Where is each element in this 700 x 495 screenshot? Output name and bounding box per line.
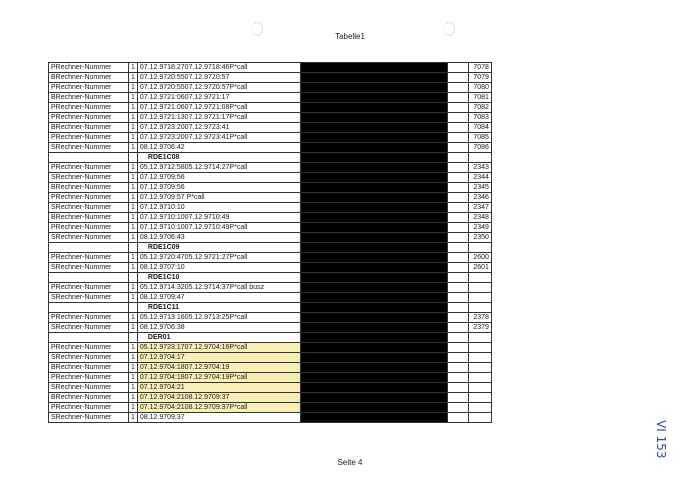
redaction-block [300,273,447,283]
empty-cell [447,133,468,143]
page-number: Seite 4 [337,458,363,467]
empty-cell [447,323,468,333]
empty-cell [447,143,468,153]
type-cell: SRechner-Nummer [49,383,129,393]
count-cell: 1 [129,323,138,333]
count-cell [129,153,138,163]
redaction-block [300,123,447,133]
type-cell: PRechner-Nummer [49,63,129,73]
empty-cell [447,103,468,113]
empty-cell [447,253,468,263]
redaction-block [300,363,447,373]
table-row [49,403,492,413]
timestamp-cell: 07.12.9704:17 [137,353,300,363]
redaction-block [300,103,447,113]
redaction-block [300,143,447,153]
id-number-cell [468,303,491,313]
empty-cell [447,333,468,343]
type-cell: PRechner-Nummer [49,343,129,353]
redaction-block [300,383,447,393]
id-number-cell [468,333,491,343]
empty-cell [447,313,468,323]
redaction-block [300,113,447,123]
empty-cell [447,203,468,213]
table-row [49,143,492,153]
count-cell [129,303,138,313]
id-number-cell [468,243,491,253]
id-number-cell [468,383,491,393]
count-cell: 1 [129,113,138,123]
count-cell: 1 [129,313,138,323]
id-number-cell: 2600 [468,253,491,263]
id-number-cell [468,283,491,293]
redaction-block [300,293,447,303]
id-number-cell [468,343,491,353]
table-row [49,233,492,243]
redaction-block [300,313,447,323]
type-cell: BRechner-Nummer [49,393,129,403]
empty-cell [447,393,468,403]
type-cell [49,153,129,163]
count-cell: 1 [129,233,138,243]
count-cell: 1 [129,293,138,303]
empty-cell [447,283,468,293]
count-cell: 1 [129,223,138,233]
empty-cell [447,63,468,73]
count-cell: 1 [129,403,138,413]
type-cell: BRechner-Nummer [49,363,129,373]
id-number-cell: 2378 [468,313,491,323]
timestamp-cell: 07.12.9709:56 [137,173,300,183]
data-table [48,62,492,423]
id-number-cell: 7081 [468,93,491,103]
count-cell: 1 [129,283,138,293]
type-cell: SRechner-Nummer [49,263,129,273]
redaction-block [300,183,447,193]
redaction-block [300,153,447,163]
redaction-block [300,163,447,173]
count-cell: 1 [129,173,138,183]
table-row [49,93,492,103]
timestamp-cell: 07.12.9723:2007.12.9723:41 [137,123,300,133]
empty-cell [447,93,468,103]
id-number-cell: 2347 [468,203,491,213]
type-cell: PRechner-Nummer [49,253,129,263]
empty-cell [447,83,468,93]
id-number-cell: 7080 [468,83,491,93]
empty-cell [447,183,468,193]
id-number-cell: 2348 [468,213,491,223]
section-header-row [49,303,492,313]
table-row [49,343,492,353]
timestamp-cell: 05.12.9714:3205.12.9714:37P*call busz [137,283,300,293]
redaction-block [300,63,447,73]
table-row [49,373,492,383]
redaction-block [300,93,447,103]
section-label: RDE1C10 [137,273,300,283]
timestamp-cell: 05.12.9712:5805.12.9714:27P*call [137,163,300,173]
type-cell: BRechner-Nummer [49,73,129,83]
empty-cell [447,373,468,383]
count-cell: 1 [129,73,138,83]
count-cell: 1 [129,373,138,383]
redaction-block [300,333,447,343]
count-cell: 1 [129,133,138,143]
id-number-cell: 7083 [468,113,491,123]
id-number-cell: 2344 [468,173,491,183]
id-number-cell: 2346 [468,193,491,203]
count-cell: 1 [129,253,138,263]
table-row [49,183,492,193]
timestamp-cell: 07.12.9704:2108.12.9709:37 [137,393,300,403]
empty-cell [447,153,468,163]
id-number-cell: 7085 [468,133,491,143]
table-row [49,193,492,203]
empty-cell [447,293,468,303]
timestamp-cell: 05.12.9713:1605.12.9713:25P*call [137,313,300,323]
timestamp-cell: 07.12.9710:10 [137,203,300,213]
table-row [49,323,492,333]
timestamp-cell: 05.12.9723:1707.12.9704:16P*call [137,343,300,353]
table-row [49,213,492,223]
section-label: RDE1C08 [137,153,300,163]
id-number-cell: 7079 [468,73,491,83]
type-cell: BRechner-Nummer [49,93,129,103]
timestamp-cell: 08.12.9707:10 [137,263,300,273]
id-number-cell [468,363,491,373]
count-cell: 1 [129,63,138,73]
table-row [49,313,492,323]
section-label: RDE1C09 [137,243,300,253]
redaction-block [300,413,447,423]
timestamp-cell: 07.12.9710:1007.12.9710:49P*call [137,223,300,233]
id-number-cell [468,353,491,363]
id-number-cell: 2601 [468,263,491,273]
type-cell: SRechner-Nummer [49,173,129,183]
timestamp-cell: 07.12.9720:5507.12.9720:57 [137,73,300,83]
redaction-block [300,203,447,213]
type-cell: PRechner-Nummer [49,113,129,123]
timestamp-cell: 05.12.9720:4705.12.9721:27P*call [137,253,300,263]
table-row [49,163,492,173]
timestamp-cell: 07.12.9709:56 [137,183,300,193]
section-label: DER01 [137,333,300,343]
count-cell [129,243,138,253]
page-title: Tabelle1 [335,32,365,41]
id-number-cell [468,403,491,413]
empty-cell [447,383,468,393]
redaction-block [300,303,447,313]
redaction-block [300,403,447,413]
id-number-cell [468,373,491,383]
timestamp-cell: 08.12.9706:43 [137,233,300,243]
table-row [49,293,492,303]
table-row [49,203,492,213]
type-cell: SRechner-Nummer [49,323,129,333]
empty-cell [447,303,468,313]
type-cell: PRechner-Nummer [49,283,129,293]
type-cell [49,243,129,253]
table-row [49,393,492,403]
count-cell [129,333,138,343]
empty-cell [447,223,468,233]
empty-cell [447,233,468,243]
type-cell: PRechner-Nummer [49,223,129,233]
count-cell [129,273,138,283]
redaction-block [300,83,447,93]
empty-cell [447,193,468,203]
redaction-block [300,323,447,333]
table-row [49,113,492,123]
count-cell: 1 [129,193,138,203]
id-number-cell: 2350 [468,233,491,243]
timestamp-cell: 08.12.9709:37 [137,413,300,423]
empty-cell [447,413,468,423]
section-header-row [49,153,492,163]
type-cell: SRechner-Nummer [49,203,129,213]
type-cell: SRechner-Nummer [49,293,129,303]
table-row [49,383,492,393]
redaction-block [300,243,447,253]
count-cell: 1 [129,123,138,133]
type-cell: PRechner-Nummer [49,103,129,113]
count-cell: 1 [129,363,138,373]
section-header-row [49,333,492,343]
type-cell: BRechner-Nummer [49,123,129,133]
redaction-block [300,263,447,273]
id-number-cell [468,153,491,163]
section-header-row [49,243,492,253]
timestamp-cell: 08.12.9706:42 [137,143,300,153]
type-cell [49,303,129,313]
table-row [49,103,492,113]
type-cell: PRechner-Nummer [49,373,129,383]
id-number-cell [468,293,491,303]
redaction-block [300,343,447,353]
id-number-cell [468,413,491,423]
empty-cell [447,113,468,123]
count-cell: 1 [129,203,138,213]
count-cell: 1 [129,103,138,113]
empty-cell [447,273,468,283]
table-row [49,353,492,363]
type-cell: SRechner-Nummer [49,233,129,243]
section-header-row [49,273,492,283]
empty-cell [447,173,468,183]
count-cell: 1 [129,83,138,93]
redaction-block [300,193,447,203]
table-row [49,223,492,233]
timestamp-cell: 07.12.9704:21 [137,383,300,393]
timestamp-cell: 07.12.9709:57 P*call [137,193,300,203]
count-cell: 1 [129,213,138,223]
redaction-block [300,373,447,383]
id-number-cell: 2349 [468,223,491,233]
id-number-cell [468,393,491,403]
timestamp-cell: 07.12.9718:2707.12.9718:46P*call [137,63,300,73]
timestamp-cell: 08.12.9706:38 [137,323,300,333]
empty-cell [447,353,468,363]
table-row [49,123,492,133]
empty-cell [447,163,468,173]
empty-cell [447,123,468,133]
timestamp-cell: 08.12.9709:47 [137,293,300,303]
id-number-cell: 2343 [468,163,491,173]
table-row [49,283,492,293]
type-cell: BRechner-Nummer [49,183,129,193]
type-cell: SRechner-Nummer [49,143,129,153]
count-cell: 1 [129,93,138,103]
handwritten-stamp: VI 153 [654,420,668,459]
table-row [49,413,492,423]
id-number-cell: 2379 [468,323,491,333]
count-cell: 1 [129,263,138,273]
timestamp-cell: 07.12.9721:1307.12.9721:17P*call [137,113,300,123]
table-row [49,173,492,183]
type-cell: SRechner-Nummer [49,353,129,363]
id-number-cell: 7084 [468,123,491,133]
count-cell: 1 [129,183,138,193]
count-cell: 1 [129,393,138,403]
count-cell: 1 [129,353,138,363]
redaction-block [300,353,447,363]
empty-cell [447,263,468,273]
table-row [49,83,492,93]
type-cell [49,333,129,343]
type-cell: PRechner-Nummer [49,133,129,143]
table-row [49,133,492,143]
timestamp-cell: 07.12.9704:1807.12.9704:19 [137,363,300,373]
empty-cell [447,363,468,373]
id-number-cell: 7082 [468,103,491,113]
type-cell: BRechner-Nummer [49,213,129,223]
type-cell: SRechner-Nummer [49,413,129,423]
id-number-cell: 7086 [468,143,491,153]
count-cell: 1 [129,343,138,353]
count-cell: 1 [129,163,138,173]
type-cell: PRechner-Nummer [49,163,129,173]
empty-cell [447,403,468,413]
table-row [49,63,492,73]
count-cell: 1 [129,413,138,423]
id-number-cell: 7078 [468,63,491,73]
type-cell: PRechner-Nummer [49,193,129,203]
type-cell: PRechner-Nummer [49,313,129,323]
count-cell: 1 [129,143,138,153]
empty-cell [447,213,468,223]
redaction-block [300,213,447,223]
id-number-cell [468,273,491,283]
redaction-block [300,133,447,143]
empty-cell [447,243,468,253]
redaction-block [300,73,447,83]
table-row [49,363,492,373]
type-cell: PRechner-Nummer [49,403,129,413]
type-cell: PRechner-Nummer [49,83,129,93]
empty-cell [447,343,468,353]
id-number-cell: 2345 [468,183,491,193]
empty-cell [447,73,468,83]
section-label: RDE1C11 [137,303,300,313]
timestamp-cell: 07.12.9710:1007.12.9710:49 [137,213,300,223]
timestamp-cell: 07.12.9723:2007.12.9723:41P*call [137,133,300,143]
table-row [49,263,492,273]
table-row [49,253,492,263]
redaction-block [300,173,447,183]
timestamp-cell: 07.12.9704:1807.12.9704:19P*call [137,373,300,383]
timestamp-cell: 07.12.9721:0607.12.9721:08P*call [137,103,300,113]
type-cell [49,273,129,283]
table-row [49,73,492,83]
timestamp-cell: 07.12.9704:2108.12.9709:37P*call [137,403,300,413]
timestamp-cell: 07.12.9721:0607.12.9721:17 [137,93,300,103]
redaction-block [300,233,447,243]
count-cell: 1 [129,383,138,393]
redaction-block [300,393,447,403]
redaction-block [300,283,447,293]
timestamp-cell: 07.12.9720:5507.12.9720:57P*call [137,83,300,93]
redaction-block [300,253,447,263]
redaction-block [300,223,447,233]
